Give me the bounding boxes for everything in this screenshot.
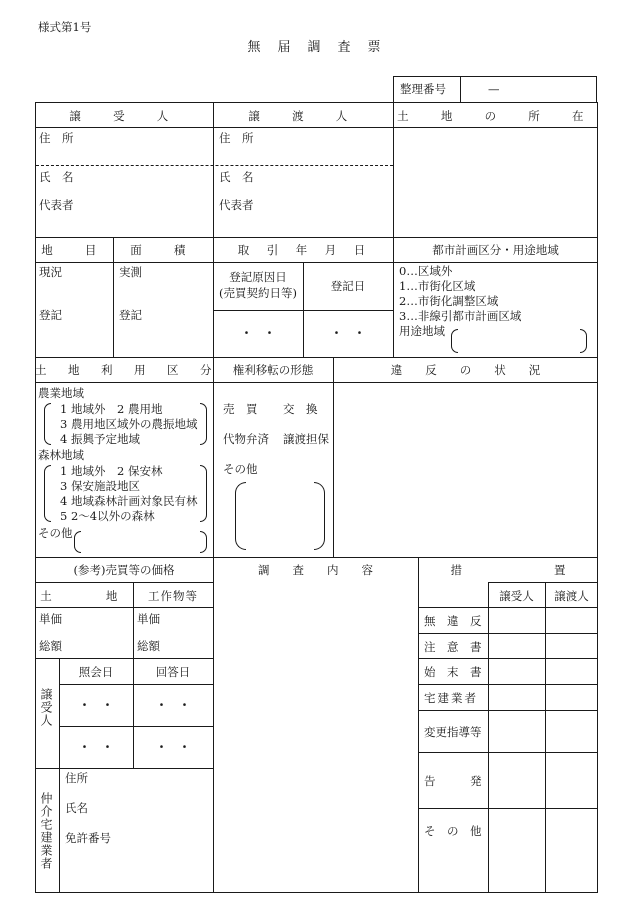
transfer-security: 譲渡担保 <box>283 432 329 446</box>
zone-0: 0…区域外 <box>399 264 453 278</box>
measure-other: そ の 他 <box>424 824 482 838</box>
land-location-header: 土 地 の 所 在 <box>397 109 594 123</box>
broker-name-label: 氏名 <box>65 801 88 815</box>
city-plan-header: 都市計画区分・用途地域 <box>432 243 559 257</box>
transfer-other-label: その他 <box>223 462 258 476</box>
registered-area-label: 登記 <box>119 308 142 322</box>
zone-3: 3…非線引都市計画区域 <box>399 309 522 323</box>
measure-caution: 注 意 書 <box>424 640 482 654</box>
inquiry-date-1[interactable]: ・ ・ <box>78 698 114 712</box>
current-category-label: 現況 <box>39 265 62 279</box>
reg-cause-date-value[interactable]: ・ ・ <box>240 326 276 340</box>
transferor-name-label: 氏 名 <box>219 170 254 184</box>
land-price-header: 土 地 <box>40 589 128 603</box>
ref-number-value[interactable]: — <box>488 82 500 96</box>
forest-area-label: 森林地域 <box>38 448 84 462</box>
structure-total-price-label: 総額 <box>137 639 160 653</box>
reply-date-header: 回答日 <box>155 665 191 679</box>
form-number: 様式第1号 <box>38 20 92 34</box>
transferee-vertical-label: 譲受人 <box>39 688 53 727</box>
forest-item-1: 1 地域外 2 保安林 <box>60 464 163 478</box>
measure-change-guidance: 変更指導等 <box>424 725 482 739</box>
sale-contract-label: (売買契約日等) <box>219 286 297 300</box>
area-header: 面 積 <box>130 243 196 257</box>
broker-vertical-label: 仲介宅建業者 <box>39 792 53 870</box>
zone-1: 1…市街化区域 <box>399 279 476 293</box>
form-title: 無 届 調 査 票 <box>247 40 383 55</box>
land-total-price-label: 総額 <box>39 639 62 653</box>
measures-header: 措 置 <box>450 563 566 577</box>
structure-price-header: 工作物等 <box>148 589 198 603</box>
agri-item-3: 4 振興予定地域 <box>60 432 140 446</box>
transferor-header: 譲 渡 人 <box>248 109 358 123</box>
reply-date-2[interactable]: ・ ・ <box>155 740 191 754</box>
measure-no-violation: 無 違 反 <box>424 614 482 628</box>
broker-license-label: 免許番号 <box>65 831 111 845</box>
agri-item-1: 1 地域外 2 農用地 <box>60 402 163 416</box>
reply-date-1[interactable]: ・ ・ <box>155 698 191 712</box>
transferee-address-label: 住 所 <box>39 131 74 145</box>
land-unit-price-label: 単価 <box>39 612 62 626</box>
transferor-rep-label: 代表者 <box>219 198 254 212</box>
land-category-header: 地 目 <box>41 243 107 257</box>
reg-date-label: 登記日 <box>330 279 366 293</box>
survey-content-header: 調 査 内 容 <box>258 563 373 577</box>
use-zone-bracket-left <box>451 329 458 353</box>
use-zone-label: 用途地域 <box>399 324 445 338</box>
registered-category-label: 登記 <box>39 308 62 322</box>
measured-area-label: 実測 <box>119 265 142 279</box>
measures-col-transferor: 譲渡人 <box>554 589 589 603</box>
use-zone-bracket-right <box>580 329 587 353</box>
inquiry-date-2[interactable]: ・ ・ <box>78 740 114 754</box>
measure-accusation: 告 発 <box>424 774 482 788</box>
measure-apology: 始 末 書 <box>424 665 482 679</box>
structure-unit-price-label: 単価 <box>137 612 160 626</box>
forest-item-3: 4 地域森林計画対象民有林 <box>60 494 198 508</box>
forest-item-2: 3 保安施設地区 <box>60 479 140 493</box>
agri-area-label: 農業地域 <box>38 386 84 400</box>
reg-cause-date-label: 登記原因日 <box>229 270 287 284</box>
use-other-label: その他 <box>38 526 73 540</box>
ref-number-label: 整理番号 <box>400 82 446 96</box>
forest-item-4: 5 2～4以外の森林 <box>60 509 155 523</box>
measures-col-transferee: 譲受人 <box>499 589 534 603</box>
price-header: (参考)売買等の価格 <box>73 563 175 577</box>
transfer-form-header: 権利移転の形態 <box>232 363 314 377</box>
agri-item-2: 3 農用地区域外の農振地域 <box>60 417 198 431</box>
zone-2: 2…市街化調整区域 <box>399 294 499 308</box>
transfer-exchange: 交 換 <box>283 402 318 416</box>
measure-broker: 宅建業者 <box>424 691 478 705</box>
broker-address-label: 住所 <box>65 771 88 785</box>
reg-date-value[interactable]: ・ ・ <box>330 326 366 340</box>
transferee-rep-label: 代表者 <box>39 198 74 212</box>
transfer-sale: 売 買 <box>223 402 258 416</box>
transferor-address-label: 住 所 <box>219 131 254 145</box>
transferee-name-label: 氏 名 <box>39 170 74 184</box>
transfer-substitute: 代物弁済 <box>223 432 269 446</box>
inquiry-date-header: 照会日 <box>78 665 114 679</box>
transferee-header: 譲 受 人 <box>69 109 179 123</box>
violation-header: 違 反 の 状 況 <box>390 363 541 377</box>
trade-date-header: 取 引 年 月 日 <box>237 243 369 257</box>
land-use-header: 土 地 利 用 区 分 <box>35 363 217 377</box>
